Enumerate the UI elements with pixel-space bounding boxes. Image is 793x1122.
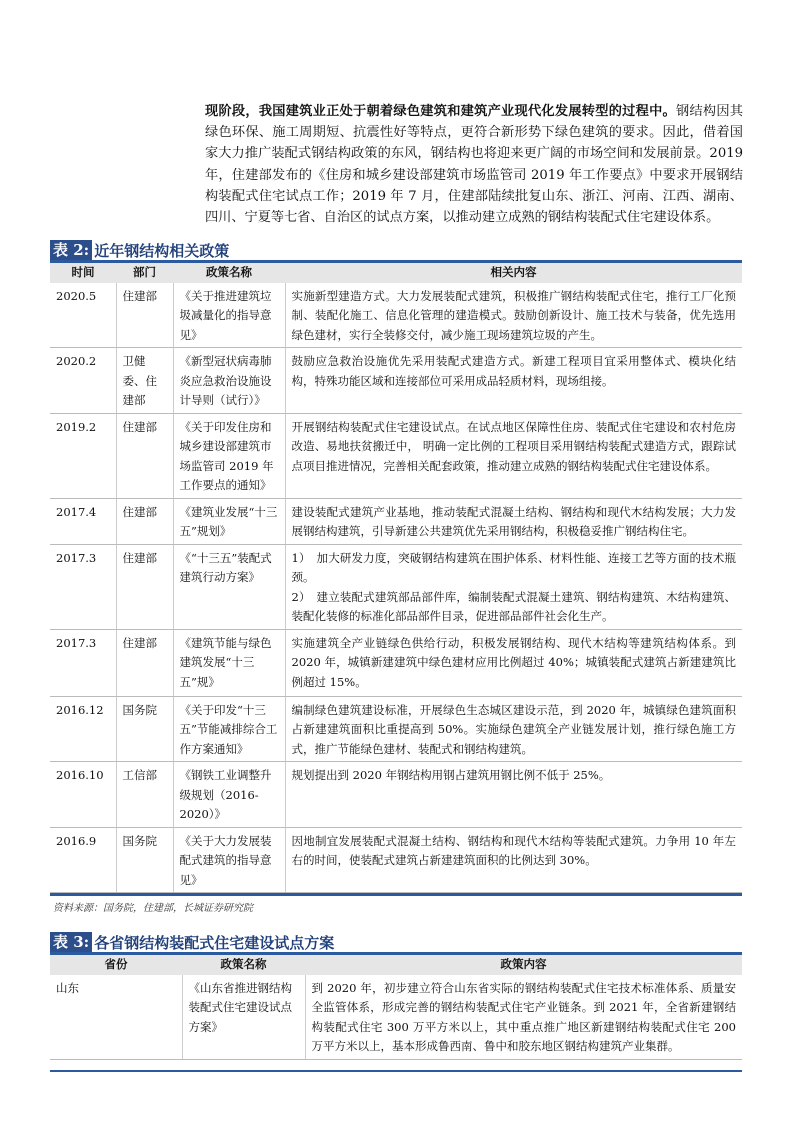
table-cell: 卫健委、住建部 [116, 348, 173, 414]
table-cell: 建设装配式建筑产业基地，推动装配式混凝土结构、钢结构和现代木结构发展；大力发展钢结构建筑，引导新建公共建筑优先采用钢结构，积极稳妥推广钢结构住宅。 [285, 498, 742, 544]
table-row [50, 696, 742, 762]
table2-bottom-rule [50, 893, 742, 896]
table3-label: 表 3: [50, 932, 92, 952]
table-cell: 《新型冠状病毒肺炎应急救治设施设计导则（试行）》 [173, 348, 285, 414]
column-header: 政策名称 [182, 954, 305, 975]
table-cell: 实施建筑全产业链绿色供给行动，积极发展钢结构、现代木结构等建筑结构体系。到 2020 年，城镇新建建筑中绿色建材应用比例超过 40%；城镇装配式建筑占新建建筑比例超过 15%。 [285, 629, 742, 696]
table-row [50, 348, 742, 414]
table-cell: 2016.10 [50, 762, 116, 828]
intro-text: 钢结构因其绿色环保、施工周期短、抗震性好等特点，更符合新形势下绿色建筑的要求。因此，借着国家大力推广装配式钢结构政策的东风，钢结构也将迎来更广阔的市场空间和发展前景。2019年，住建部发布的《住房和城乡建设部建筑市场监管司 2019 年工作要点》中要求开展钢结构装配式住宅试点工作；2019 年 7 月，住建部陆续批复山东、浙江、河南、江西、湖南、四川、宁夏等七省、自治区的试点方案，以推动建立成熟的钢结构装配式住宅建设体系。 [205, 104, 743, 226]
table-row [50, 762, 742, 828]
table-cell: 住建部 [116, 544, 173, 629]
table-row [50, 827, 742, 893]
table-cell: 《关于印发“十三五”节能减排综合工作方案通知》 [173, 696, 285, 762]
table-cell: 规划提出到 2020 年钢结构用钢占建筑用钢比例不低于 25%。 [285, 762, 742, 828]
column-header: 时间 [50, 262, 116, 283]
table-cell: 到 2020 年，初步建立符合山东省实际的钢结构装配式住宅技术标准体系、质量安全监管体系，形成完善的钢结构装配式住宅产业链条。到 2021 年，全省新建钢结构装配式住宅 300 万平方米以上，其中重点推广地区新建钢结构装配式住宅 200 万平方米以上，基本形成鲁西南、鲁中和胶东地区钢结构建筑产业集群。 [305, 975, 742, 1060]
column-header: 政策内容 [305, 954, 742, 975]
column-header: 省份 [50, 954, 182, 975]
table2-title-text: 近年钢结构相关政策 [94, 241, 230, 260]
table-cell: 2016.9 [50, 827, 116, 893]
intro-bold: 现阶段，我国建筑业正处于朝着绿色建筑和建筑产业现代化发展转型的过程中。 [205, 104, 676, 119]
table-row [50, 283, 742, 348]
table-cell: 《关于印发住房和城乡建设部建筑市场监管司 2019 年工作要点的通知》 [173, 413, 285, 498]
column-header: 相关内容 [285, 262, 742, 283]
column-header: 部门 [116, 262, 173, 283]
table-cell: 住建部 [116, 283, 173, 348]
table-row [50, 629, 742, 696]
table2-label: 表 2: [50, 240, 92, 260]
table-cell: 住建部 [116, 413, 173, 498]
table-cell: 国务院 [116, 827, 173, 893]
page-bottom-rule [50, 1070, 742, 1072]
table3-title-text: 各省钢结构装配式住宅建设试点方案 [94, 933, 335, 952]
table-cell: 2019.2 [50, 413, 116, 498]
province-table [50, 952, 742, 1060]
table-cell: 《钢铁工业调整升级规划（2016-2020）》 [173, 762, 285, 828]
table-cell: 实施新型建造方式。大力发展装配式建筑，积极推广钢结构装配式住宅，推行工厂化预制、装配化施工、信息化管理的建造模式。鼓励创新设计、施工技术与装备，优先选用绿色建材，实行全装修交付，减少施工现场建筑垃圾的产生。 [285, 283, 742, 348]
table-row [50, 975, 742, 1060]
table-cell: 2020.5 [50, 283, 116, 348]
table-cell: 《山东省推进钢结构装配式住宅建设试点方案》 [182, 975, 305, 1060]
table-cell: 2017.4 [50, 498, 116, 544]
table-cell: 1） 加大研发力度，突破钢结构建筑在围护体系、材料性能、连接工艺等方面的技术瓶颈。 2） 建立装配式建筑部品部件库，编制装配式混凝土建筑、钢结构建筑、木结构建筑、装配化装修的标准化部品部件目录，促进部品部件社会化生产。 [285, 544, 742, 629]
policy-table [50, 260, 742, 893]
source-note: 资料来源：国务院，住建部，长城证券研究院 [53, 903, 253, 915]
table3-title [50, 932, 793, 952]
table-cell: 《关于大力发展装配式建筑的指导意见》 [173, 827, 285, 893]
table-cell: 2016.12 [50, 696, 116, 762]
table-cell: 2017.3 [50, 544, 116, 629]
table-cell: 《建筑业发展“十三五”规划》 [173, 498, 285, 544]
column-header: 政策名称 [173, 262, 285, 283]
table-cell: 鼓励应急救治设施优先采用装配式建造方式。新建工程项目宜采用整体式、模块化结构，特殊功能区域和连接部位可采用成品轻质材料，现场组接。 [285, 348, 742, 414]
table-cell: 开展钢结构装配式住宅建设试点。在试点地区保障性住房、装配式住宅建设和农村危房改造、易地扶贫搬迁中， 明确一定比例的工程项目采用钢结构装配式建造方式，跟踪试点项目推进情况，完善相关配套政策，推动建立成熟的钢结构装配式住宅建设体系。 [285, 413, 742, 498]
table-cell: 住建部 [116, 498, 173, 544]
table-cell: 编制绿色建筑建设标准，开展绿色生态城区建设示范，到 2020 年，城镇绿色建筑面积占新建建筑面积比重提高到 50%。实施绿色建筑全产业链发展计划，推行绿色施工方式，推广节能绿色建材、装配式和钢结构建筑。 [285, 696, 742, 762]
table-cell: 住建部 [116, 629, 173, 696]
table-cell: 《建筑节能与绿色建筑发展“十三五”规》 [173, 629, 285, 696]
table-row [50, 413, 742, 498]
table-cell: 因地制宜发展装配式混凝土结构、钢结构和现代木结构等装配式建筑。力争用 10 年左右的时间，使装配式建筑占新建建筑面积的比例达到 30%。 [285, 827, 742, 893]
table-cell: 2017.3 [50, 629, 116, 696]
table-cell: 《“十三五”装配式建筑行动方案》 [173, 544, 285, 629]
table-row [50, 544, 742, 629]
table2-title [50, 240, 793, 260]
table-cell: 山东 [50, 975, 182, 1060]
intro-paragraph [205, 101, 743, 228]
table-cell: 国务院 [116, 696, 173, 762]
table-cell: 《关于推进建筑垃圾减量化的指导意见》 [173, 283, 285, 348]
table-cell: 2020.2 [50, 348, 116, 414]
table-cell: 工信部 [116, 762, 173, 828]
table-row [50, 498, 742, 544]
